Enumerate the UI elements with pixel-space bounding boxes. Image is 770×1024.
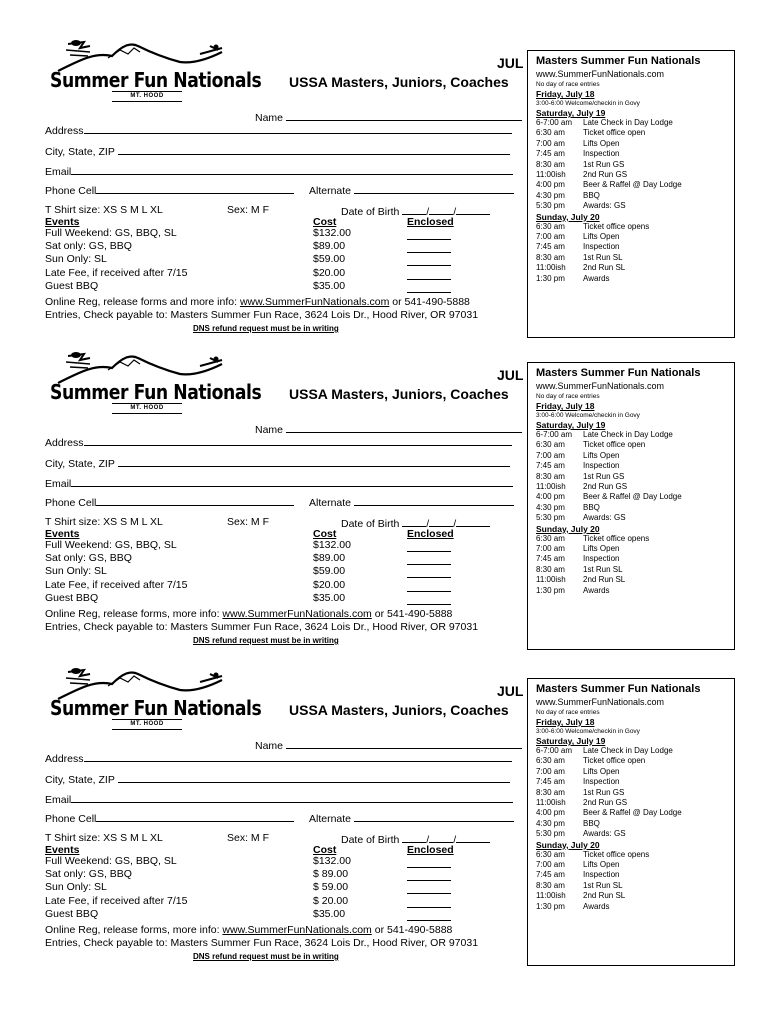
address-label: Address <box>45 437 84 449</box>
schedule-desc: Inspection <box>583 242 620 252</box>
event-name: Guest BBQ <box>45 591 99 604</box>
sunday-heading: Sunday, July 20 <box>536 211 600 222</box>
schedule-item <box>536 242 726 252</box>
date-heading-truncated: JUL <box>497 55 524 71</box>
schedule-item <box>536 860 726 870</box>
schedule-desc: Awards <box>583 901 610 911</box>
contact-phone: or 541-490-5888 <box>389 296 470 308</box>
date-of-birth-label: Date of Birth <box>341 834 400 846</box>
enclosed-header: Enclosed <box>407 844 454 856</box>
schedule-time: 7:45 am <box>536 777 565 787</box>
schedule-item <box>536 160 726 170</box>
schedule-item <box>536 440 726 450</box>
alternate-label: Alternate <box>309 185 352 197</box>
address-field[interactable] <box>45 751 512 766</box>
form-heading: USSA Masters, Juniors, Coaches <box>289 74 509 90</box>
event-cost: $132.00 <box>313 539 351 551</box>
saturday-heading: Saturday, July 19 <box>536 108 606 118</box>
schedule-desc: Lifts Open <box>583 450 620 460</box>
schedule-desc: 1st Run GS <box>583 787 625 797</box>
enclosed-field[interactable] <box>407 282 451 297</box>
schedule-item <box>536 118 726 128</box>
schedule-time: 7:45 am <box>536 149 565 159</box>
schedule-website[interactable]: www.SummerFunNationals.com <box>536 381 665 391</box>
logo-subtitle: MT. HOOD <box>112 91 182 102</box>
schedule-item <box>536 482 726 492</box>
event-name: Sun Only: SL <box>45 565 107 578</box>
schedule-desc: BBQ <box>583 818 600 828</box>
schedule-desc: Awards: GS <box>583 829 626 839</box>
schedule-desc: Ticket office opens <box>583 221 650 231</box>
schedule-item <box>536 586 726 596</box>
event-name: Full Weekend: GS, BBQ, SL <box>45 539 177 551</box>
dns-refund-note: DNS refund request must be in writing <box>193 952 339 961</box>
event-cost: $ 89.00 <box>313 868 349 881</box>
schedule-item <box>536 503 726 513</box>
schedule-time: 6-7:00 am <box>536 746 573 755</box>
schedule-desc: 2nd Run GS <box>583 798 628 808</box>
event-cost: $35.00 <box>313 907 346 920</box>
summer-fun-nationals-logo <box>50 666 262 728</box>
schedule-time: 7:00 am <box>536 450 565 460</box>
online-registration-line <box>45 924 452 937</box>
schedule-time: 11:00ish <box>536 263 566 273</box>
schedule-item <box>536 180 726 190</box>
schedule-item <box>536 829 726 839</box>
address-label: Address <box>45 753 84 765</box>
schedule-time: 6:30 am <box>536 128 565 138</box>
schedule-item <box>536 798 726 808</box>
email-field[interactable] <box>45 164 513 179</box>
logo-title: Summer Fun Nationals <box>50 380 262 404</box>
schedule-desc: 2nd Run SL <box>583 263 626 273</box>
event-cost: $59.00 <box>313 565 346 578</box>
schedule-desc: Ticket office opens <box>583 849 650 859</box>
date-of-birth-field[interactable]: Date of Birth / / <box>341 516 490 531</box>
schedule-desc: Awards <box>583 273 610 283</box>
friday-item: 3:00-6:00 Welcome/checkin in Govy <box>536 100 640 107</box>
email-label: Email <box>45 166 72 178</box>
online-registration-line <box>45 608 452 621</box>
schedule-box <box>527 50 735 338</box>
schedule-item <box>536 139 726 149</box>
registration-form <box>0 666 770 981</box>
friday-heading: Friday, July 18 <box>536 717 595 727</box>
event-cost: $132.00 <box>313 855 351 867</box>
website-link[interactable]: www.SummerFunNationals.com <box>222 608 372 620</box>
schedule-desc: Inspection <box>583 149 620 159</box>
schedule-item <box>536 451 726 461</box>
email-field[interactable] <box>45 476 513 491</box>
mountain-skier-icon <box>50 666 230 700</box>
friday-heading: Friday, July 18 <box>536 89 595 99</box>
schedule-desc: Lifts Open <box>583 544 620 554</box>
schedule-desc: Inspection <box>583 461 620 471</box>
schedule-item <box>536 746 726 756</box>
schedule-item <box>536 788 726 798</box>
cost-header: Cost <box>313 528 337 540</box>
schedule-item <box>536 513 726 523</box>
schedule-desc: Ticket office open <box>583 756 646 766</box>
schedule-time: 4:30 pm <box>536 190 565 200</box>
online-registration-text: Online Reg, release forms, more info: <box>45 924 223 936</box>
schedule-time: 11:00ish <box>536 482 566 492</box>
schedule-time: 6:30 am <box>536 440 565 450</box>
saturday-heading: Saturday, July 19 <box>536 420 606 430</box>
logo-subtitle: MT. HOOD <box>112 719 182 730</box>
schedule-item <box>536 767 726 777</box>
event-name: Sun Only: SL <box>45 881 107 894</box>
schedule-desc: Inspection <box>583 554 620 564</box>
event-cost: $89.00 <box>313 552 346 565</box>
sex-options[interactable]: Sex: M F <box>227 516 270 528</box>
schedule-time: 7:45 am <box>536 461 565 471</box>
schedule-item <box>536 222 726 232</box>
name-label: Name <box>255 112 284 124</box>
schedule-item <box>536 201 726 211</box>
friday-item: 3:00-6:00 Welcome/checkin in Govy <box>536 728 640 735</box>
schedule-title: Masters Summer Fun Nationals <box>536 55 701 67</box>
schedule-desc: Beer & Raffel @ Day Lodge <box>583 808 682 818</box>
mountain-skier-icon <box>50 38 230 72</box>
schedule-desc: Inspection <box>583 777 620 787</box>
website-link[interactable]: www.SummerFunNationals.com <box>222 924 372 936</box>
schedule-desc: BBQ <box>583 190 600 200</box>
form-heading: USSA Masters, Juniors, Coaches <box>289 386 509 402</box>
enclosed-field[interactable] <box>407 594 451 609</box>
schedule-item <box>536 544 726 554</box>
schedule-item <box>536 263 726 273</box>
schedule-item <box>536 128 726 138</box>
event-cost: $35.00 <box>313 591 346 604</box>
event-cost: $59.00 <box>313 253 346 266</box>
schedule-box <box>527 678 735 966</box>
schedule-item <box>536 461 726 471</box>
schedule-time: 11:00ish <box>536 575 566 585</box>
entries-mailing-address: Entries, Check payable to: Masters Summer Fun Race, 3624 Lois Dr., Hood River, OR 97031 <box>45 937 479 949</box>
schedule-item <box>536 274 726 284</box>
schedule-time: 7:00 am <box>536 138 565 148</box>
schedule-time: 7:00 am <box>536 766 565 776</box>
sex-options[interactable]: Sex: M F <box>227 204 270 216</box>
no-day-of-race-entries: No day of race entries <box>536 709 600 716</box>
schedule-item <box>536 492 726 502</box>
name-label: Name <box>255 740 284 752</box>
schedule-item <box>536 756 726 766</box>
schedule-desc: 2nd Run GS <box>583 482 628 492</box>
schedule-desc: Awards <box>583 585 610 595</box>
no-day-of-race-entries: No day of race entries <box>536 81 600 88</box>
schedule-time: 1:30 pm <box>536 901 565 911</box>
contact-phone: or 541-490-5888 <box>371 924 453 936</box>
online-registration-line <box>45 296 470 309</box>
event-cost: $ 59.00 <box>313 881 349 894</box>
city-state-zip-field[interactable] <box>45 144 510 159</box>
schedule-time: 6-7:00 am <box>536 430 573 439</box>
schedule-item <box>536 565 726 575</box>
schedule-desc: Awards: GS <box>583 201 626 211</box>
schedule-desc: 1st Run GS <box>583 159 625 169</box>
tshirt-size-options[interactable]: T Shirt size: XS S M L XL <box>45 832 163 844</box>
registration-form <box>0 38 770 353</box>
schedule-title: Masters Summer Fun Nationals <box>536 367 701 379</box>
alternate-label: Alternate <box>309 497 352 509</box>
saturday-heading: Saturday, July 19 <box>536 736 606 746</box>
alternate-label: Alternate <box>309 813 352 825</box>
dns-refund-note: DNS refund request must be in writing <box>193 324 339 333</box>
phone-cell-field[interactable] <box>45 183 294 198</box>
city-state-zip-field[interactable] <box>45 772 510 787</box>
schedule-box <box>527 362 735 650</box>
schedule-time: 11:00ish <box>536 891 566 901</box>
schedule-time: 4:00 pm <box>536 180 565 190</box>
schedule-time: 7:00 am <box>536 544 565 554</box>
schedule-time: 4:00 pm <box>536 808 565 818</box>
event-name: Sat only: GS, BBQ <box>45 552 132 565</box>
event-cost: $20.00 <box>313 578 346 591</box>
schedule-item <box>536 232 726 242</box>
schedule-item <box>536 149 726 159</box>
city-state-zip-field[interactable] <box>45 456 510 471</box>
date-of-birth-field[interactable]: Date of Birth / / <box>341 832 490 847</box>
enclosed-field[interactable] <box>407 910 451 925</box>
email-label: Email <box>45 478 72 490</box>
friday-item: 3:00-6:00 Welcome/checkin in Govy <box>536 412 640 419</box>
schedule-time: 11:00ish <box>536 170 566 180</box>
schedule-time: 7:45 am <box>536 554 565 564</box>
schedule-time: 5:30 pm <box>536 829 565 839</box>
schedule-desc: Late Check in Day Lodge <box>583 118 673 127</box>
schedule-item <box>536 170 726 180</box>
event-name: Sat only: GS, BBQ <box>45 240 132 253</box>
event-name: Sat only: GS, BBQ <box>45 868 132 881</box>
logo-title: Summer Fun Nationals <box>50 68 262 92</box>
address-label: Address <box>45 125 84 137</box>
contact-phone: or 541-490-5888 <box>371 608 453 620</box>
events-header: Events <box>45 844 80 856</box>
schedule-desc: Ticket office open <box>583 128 646 138</box>
schedule-time: 1:30 pm <box>536 585 565 595</box>
event-cost: $89.00 <box>313 240 346 253</box>
date-heading-truncated: JUL <box>497 683 524 699</box>
schedule-item <box>536 808 726 818</box>
summer-fun-nationals-logo <box>50 350 262 412</box>
mountain-skier-icon <box>50 350 230 384</box>
schedule-time: 5:30 pm <box>536 513 565 523</box>
schedule-time: 1:30 pm <box>536 273 565 283</box>
schedule-time: 8:30 am <box>536 564 565 574</box>
city-state-zip-label: City, State, ZIP <box>45 774 115 786</box>
events-header: Events <box>45 528 80 540</box>
schedule-desc: 2nd Run SL <box>583 575 626 585</box>
enclosed-header: Enclosed <box>407 216 454 228</box>
address-field[interactable] <box>45 123 512 138</box>
date-of-birth-label: Date of Birth <box>341 518 400 530</box>
schedule-desc: Ticket office open <box>583 440 646 450</box>
schedule-desc: Ticket office opens <box>583 533 650 543</box>
schedule-desc: Awards: GS <box>583 513 626 523</box>
website-link[interactable]: www.SummerFunNationals.com <box>239 296 390 308</box>
entries-mailing-address: Entries, Check payable to: Masters Summer Fun Race, 3624 Lois Dr., Hood River, OR 97031 <box>45 309 479 321</box>
schedule-time: 4:30 pm <box>536 502 565 512</box>
schedule-time: 11:00ish <box>536 798 566 808</box>
schedule-time: 5:30 pm <box>536 201 565 211</box>
schedule-item <box>536 777 726 787</box>
events-header: Events <box>45 216 80 228</box>
schedule-time: 6:30 am <box>536 533 565 543</box>
schedule-item <box>536 554 726 564</box>
schedule-item <box>536 850 726 860</box>
schedule-desc: Lifts Open <box>583 232 620 242</box>
event-name: Full Weekend: GS, BBQ, SL <box>45 227 177 239</box>
phone-cell-label: Phone Cell <box>45 185 97 197</box>
logo-subtitle: MT. HOOD <box>112 403 182 414</box>
address-field[interactable] <box>45 435 512 450</box>
phone-cell-label: Phone Cell <box>45 497 97 509</box>
event-cost: $35.00 <box>313 279 346 292</box>
event-name: Late Fee, if received after 7/15 <box>45 894 188 907</box>
schedule-desc: Beer & Raffel @ Day Lodge <box>583 180 682 190</box>
schedule-website[interactable]: www.SummerFunNationals.com <box>536 69 665 79</box>
sex-options[interactable]: Sex: M F <box>227 832 270 844</box>
schedule-desc: BBQ <box>583 502 600 512</box>
email-field[interactable] <box>45 792 513 807</box>
sunday-heading: Sunday, July 20 <box>536 839 600 850</box>
schedule-desc: Late Check in Day Lodge <box>583 430 673 439</box>
city-state-zip-label: City, State, ZIP <box>45 458 115 470</box>
schedule-desc: 1st Run GS <box>583 471 625 481</box>
schedule-time: 4:00 pm <box>536 492 565 502</box>
event-cost: $20.00 <box>313 266 346 279</box>
schedule-time: 8:30 am <box>536 471 565 481</box>
tshirt-size-options[interactable]: T Shirt size: XS S M L XL <box>45 204 163 216</box>
schedule-desc: 1st Run SL <box>583 880 623 890</box>
no-day-of-race-entries: No day of race entries <box>536 393 600 400</box>
name-label: Name <box>255 424 284 436</box>
schedule-item <box>536 881 726 891</box>
online-registration-text: Online Reg, release forms, more info: <box>45 608 223 620</box>
schedule-desc: Inspection <box>583 870 620 880</box>
schedule-time: 7:00 am <box>536 860 565 870</box>
form-heading: USSA Masters, Juniors, Coaches <box>289 702 509 718</box>
schedule-item <box>536 575 726 585</box>
date-of-birth-field[interactable]: Date of Birth / / <box>341 204 490 219</box>
entries-mailing-address: Entries, Check payable to: Masters Summer Fun Race, 3624 Lois Dr., Hood River, OR 97031 <box>45 621 479 633</box>
schedule-item <box>536 191 726 201</box>
cost-header: Cost <box>313 216 337 228</box>
schedule-time: 7:45 am <box>536 242 565 252</box>
online-registration-text: Online Reg, release forms and more info: <box>45 296 240 308</box>
email-label: Email <box>45 794 72 806</box>
schedule-desc: Beer & Raffel @ Day Lodge <box>583 492 682 502</box>
schedule-item <box>536 253 726 263</box>
event-cost: $ 20.00 <box>313 894 349 907</box>
schedule-time: 7:00 am <box>536 232 565 242</box>
date-heading-truncated: JUL <box>497 367 524 383</box>
friday-heading: Friday, July 18 <box>536 401 595 411</box>
event-name: Late Fee, if received after 7/15 <box>45 266 188 279</box>
schedule-item <box>536 534 726 544</box>
schedule-item <box>536 870 726 880</box>
schedule-desc: Late Check in Day Lodge <box>583 746 673 755</box>
alternate-phone-field[interactable] <box>309 183 514 198</box>
schedule-time: 6:30 am <box>536 221 565 231</box>
schedule-desc: 2nd Run GS <box>583 170 628 180</box>
schedule-desc: 1st Run SL <box>583 564 623 574</box>
schedule-desc: Lifts Open <box>583 860 620 870</box>
schedule-desc: Lifts Open <box>583 766 620 776</box>
event-name: Full Weekend: GS, BBQ, SL <box>45 855 177 867</box>
enclosed-header: Enclosed <box>407 528 454 540</box>
alternate-phone-field[interactable] <box>309 495 514 510</box>
event-cost: $132.00 <box>313 227 351 239</box>
schedule-item <box>536 430 726 440</box>
alternate-phone-field[interactable] <box>309 811 514 826</box>
schedule-item <box>536 902 726 912</box>
dns-refund-note: DNS refund request must be in writing <box>193 636 339 645</box>
event-name: Sun Only: SL <box>45 253 107 266</box>
registration-form <box>0 350 770 665</box>
event-name: Late Fee, if received after 7/15 <box>45 578 188 591</box>
schedule-desc: 2nd Run SL <box>583 891 626 901</box>
phone-cell-field[interactable] <box>45 811 294 826</box>
date-of-birth-label: Date of Birth <box>341 206 400 218</box>
tshirt-size-options[interactable]: T Shirt size: XS S M L XL <box>45 516 163 528</box>
schedule-item <box>536 891 726 901</box>
logo-title: Summer Fun Nationals <box>50 696 262 720</box>
phone-cell-field[interactable] <box>45 495 294 510</box>
schedule-time: 6-7:00 am <box>536 118 573 127</box>
schedule-time: 6:30 am <box>536 756 565 766</box>
schedule-title: Masters Summer Fun Nationals <box>536 683 701 695</box>
schedule-time: 8:30 am <box>536 880 565 890</box>
phone-cell-label: Phone Cell <box>45 813 97 825</box>
schedule-time: 8:30 am <box>536 159 565 169</box>
schedule-desc: Lifts Open <box>583 138 620 148</box>
event-name: Guest BBQ <box>45 907 99 920</box>
schedule-desc: 1st Run SL <box>583 252 623 262</box>
sunday-heading: Sunday, July 20 <box>536 523 600 534</box>
schedule-time: 8:30 am <box>536 787 565 797</box>
schedule-time: 4:30 pm <box>536 818 565 828</box>
schedule-time: 6:30 am <box>536 849 565 859</box>
city-state-zip-label: City, State, ZIP <box>45 146 115 158</box>
schedule-time: 8:30 am <box>536 252 565 262</box>
cost-header: Cost <box>313 844 337 856</box>
event-name: Guest BBQ <box>45 279 99 292</box>
schedule-time: 7:45 am <box>536 870 565 880</box>
schedule-item <box>536 819 726 829</box>
schedule-item <box>536 472 726 482</box>
summer-fun-nationals-logo <box>50 38 262 100</box>
schedule-website[interactable]: www.SummerFunNationals.com <box>536 697 665 707</box>
